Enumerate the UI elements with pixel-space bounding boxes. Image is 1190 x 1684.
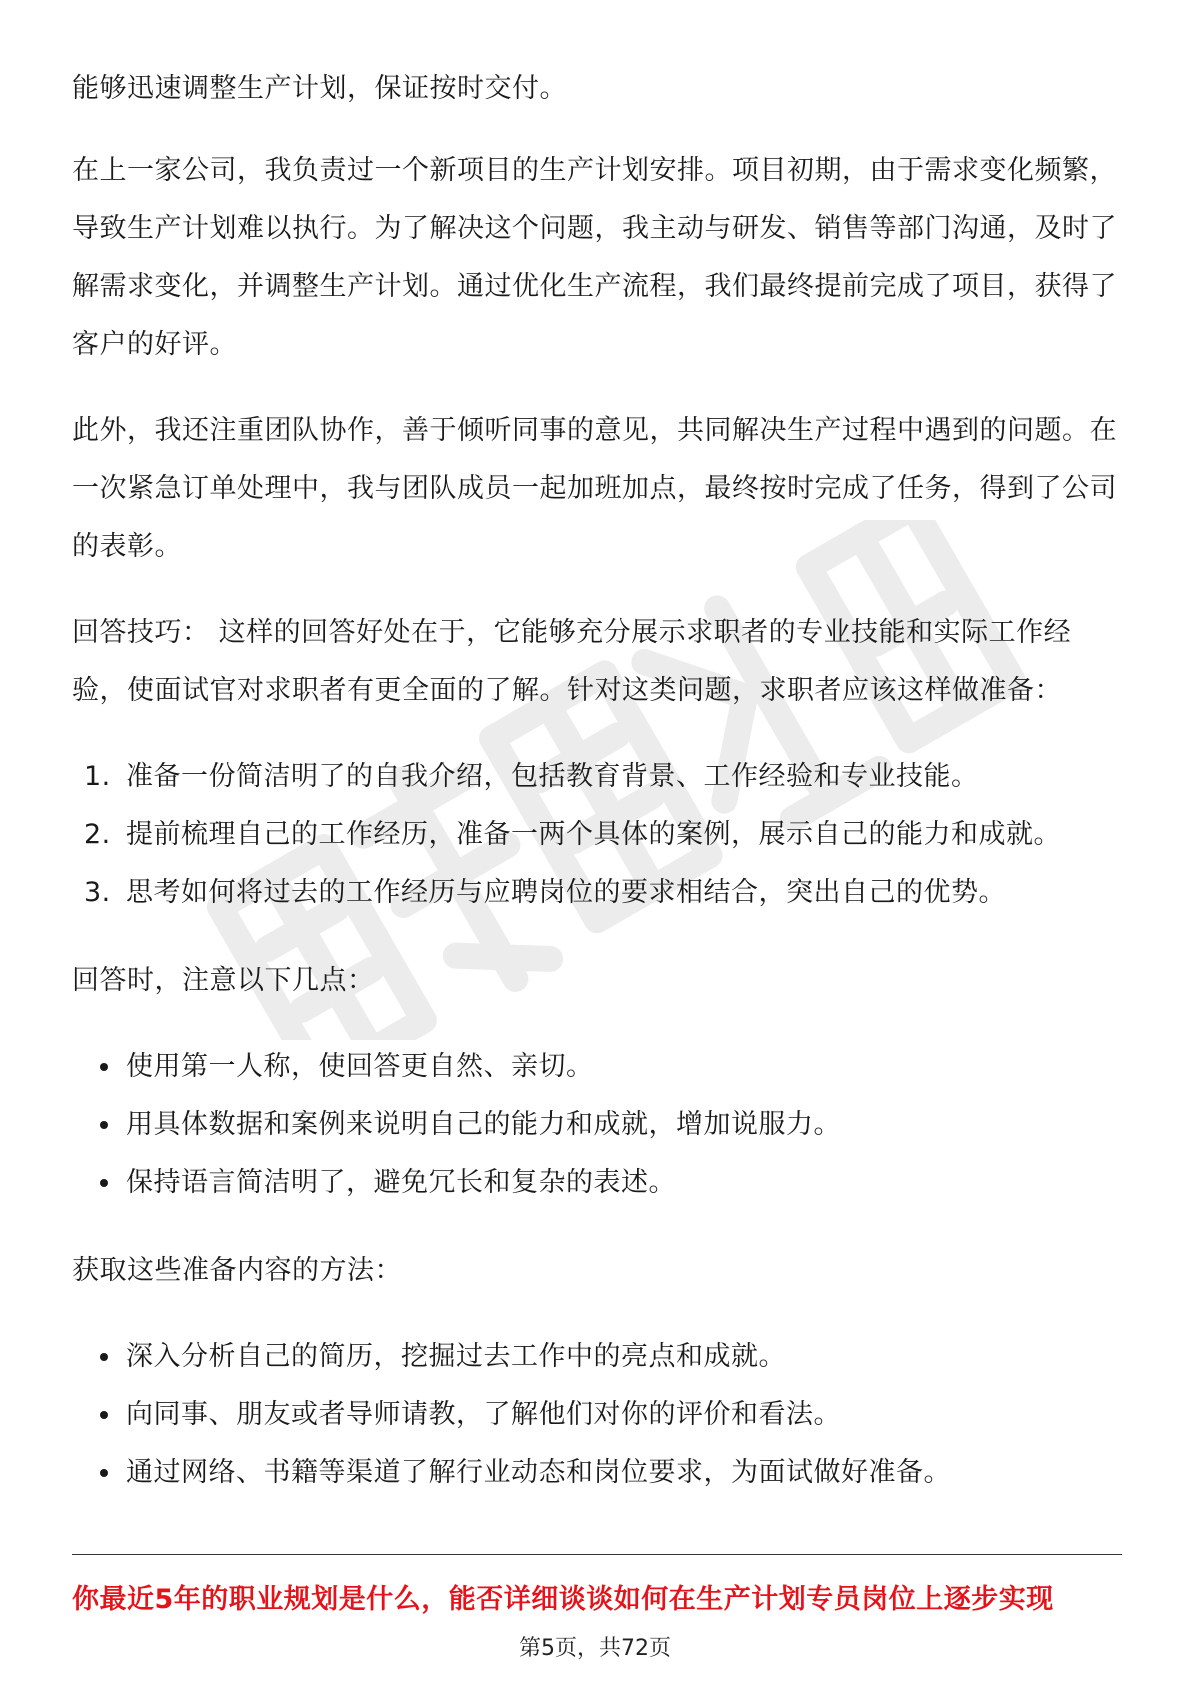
list-item-text: 用具体数据和案例来说明自己的能力和成就，增加说服力。 <box>126 1109 841 1140</box>
bullet-icon <box>100 1469 108 1477</box>
list-item-text: 准备一份简洁明了的自我介绍，包括教育背景、工作经验和专业技能。 <box>126 761 979 792</box>
list-item-text: 思考如何将过去的工作经历与应聘岗位的要求相结合，突出自己的优势。 <box>126 877 1006 908</box>
paragraph-methods-heading: 获取这些准备内容的方法： <box>72 1255 402 1286</box>
paragraph-teamwork: 此外，我还注重团队协作，善于倾听同事的意见，共同解决生产过程中遇到的问题。在一次紧急订单处理中，我与团队成员一起加班加点，最终按时完成了任务，得到了公司的表彰。 <box>72 415 1117 562</box>
list-item-text: 深入分析自己的简历，挖掘过去工作中的亮点和成就。 <box>126 1341 786 1372</box>
footer-divider <box>72 1554 1122 1555</box>
bullet-icon <box>100 1063 108 1071</box>
list-item <box>72 1096 1122 1154</box>
bullet-icon <box>100 1353 108 1361</box>
list-item <box>72 1154 1122 1212</box>
list-number: 3. <box>84 877 111 908</box>
list-item-text: 提前梳理自己的工作经历，准备一两个具体的案例，展示自己的能力和成就。 <box>126 819 1061 850</box>
list-item-text: 使用第一人称，使回答更自然、亲切。 <box>126 1051 594 1082</box>
list-item <box>72 1038 1122 1096</box>
list-item-text: 通过网络、书籍等渠道了解行业动态和岗位要求，为面试做好准备。 <box>126 1457 951 1488</box>
paragraph-project-experience: 在上一家公司，我负责过一个新项目的生产计划安排。项目初期，由于需求变化频繁，导致生产计划难以执行。为了解决这个问题，我主动与研发、销售等部门沟通，及时了解需求变化，并调整生产计划。通过优化生产流程，我们最终提前完成了项目，获得了客户的好评。 <box>72 155 1117 360</box>
list-number: 2. <box>84 819 111 850</box>
list-item <box>72 864 1122 922</box>
list-item <box>72 806 1122 864</box>
list-item <box>72 748 1122 806</box>
page-number: 第5页，共72页 <box>519 1636 671 1661</box>
methods-bullet-list <box>72 1328 1122 1502</box>
paragraph-notes-heading: 回答时，注意以下几点： <box>72 965 375 996</box>
list-item <box>72 1328 1122 1386</box>
paragraph-answer-tips: 回答技巧： 这样的回答好处在于，它能够充分展示求职者的专业技能和实际工作经验，使面试官对求职者有更全面的了解。针对这类问题，求职者应该这样做准备： <box>72 617 1072 706</box>
bullet-icon <box>100 1179 108 1187</box>
bullet-icon <box>100 1411 108 1419</box>
preparation-steps-list <box>72 748 1122 922</box>
bullet-icon <box>100 1121 108 1129</box>
list-number: 1. <box>84 761 111 792</box>
list-item <box>72 1444 1122 1502</box>
paragraph-intro: 能够迅速调整生产计划，保证按时交付。 <box>72 73 567 104</box>
footer-question-title: 你最近5年的职业规划是什么，能否详细谈谈如何在生产计划专员岗位上逐步实现 <box>72 1584 1054 1615</box>
list-item-text: 向同事、朋友或者导师请教，了解他们对你的评价和看法。 <box>126 1399 841 1430</box>
list-item-text: 保持语言简洁明了，避免冗长和复杂的表述。 <box>126 1167 676 1198</box>
list-item <box>72 1386 1122 1444</box>
document-body <box>72 60 1122 1532</box>
notes-bullet-list <box>72 1038 1122 1212</box>
